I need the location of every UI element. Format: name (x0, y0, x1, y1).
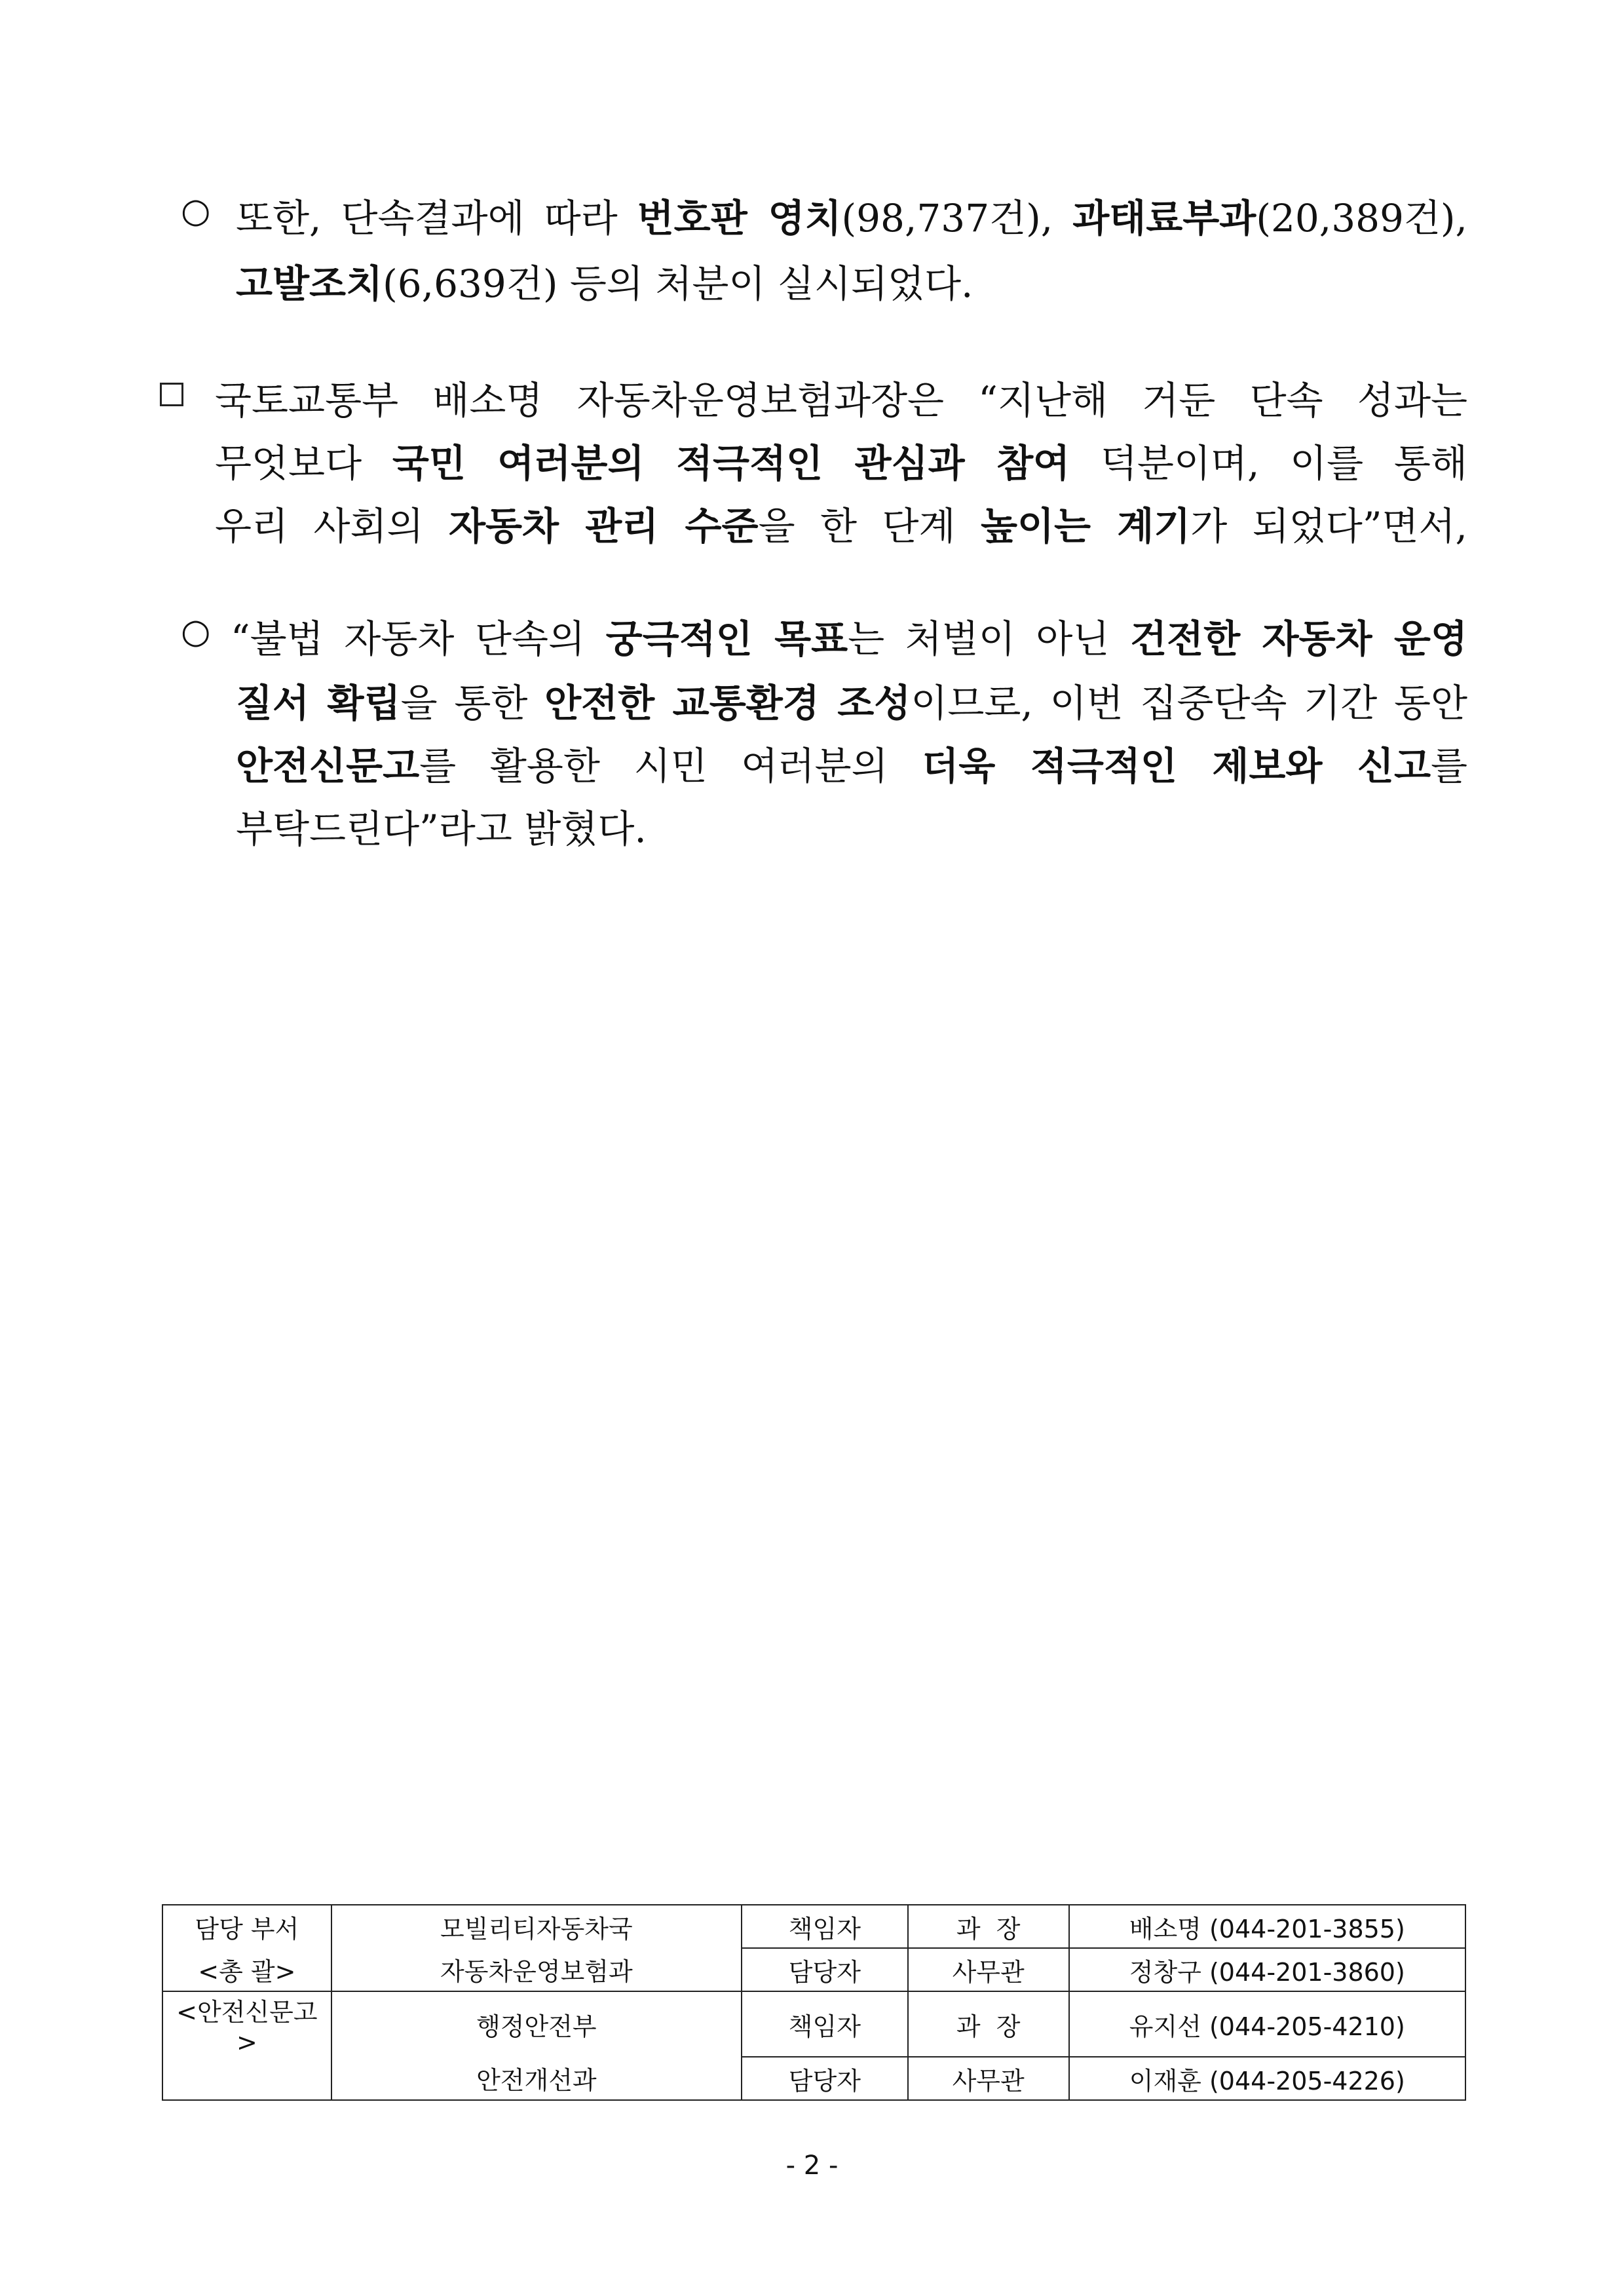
paragraph-3-line-4: 부탁드린다”라고 밝혔다. (236, 807, 647, 851)
org-name: 안전개선과 (331, 2057, 742, 2100)
dept-label: <총 괄> (162, 1948, 331, 1991)
role: 책임자 (742, 1905, 908, 1948)
person-contact: 유지선 (044-205-4210) (1069, 1991, 1465, 2057)
title: 과 장 (908, 1991, 1069, 2057)
role: 책임자 (742, 1991, 908, 2057)
paragraph-3-line-1: “불법 자동차 단속의 궁극적인 목표는 처벌이 아닌 건전한 자동차 운영 (231, 617, 1467, 661)
paragraph-1-line-2: 고발조치(6,639건) 등의 처분이 실시되었다. (236, 261, 973, 306)
paragraph-1-line-1: 또한, 단속결과에 따라 번호판 영치(98,737건), 과태료부과(20,389건), (236, 196, 1467, 240)
paragraph-2-line-3: 우리 사회의 자동차 관리 수준을 한 단계 높이는 계기가 되었다”면서, (215, 504, 1467, 548)
table-row (162, 1991, 1465, 2057)
paragraph-2-line-1: 국토교통부 배소명 자동차운영보험과장은 “지난해 거둔 단속 성과는 (215, 378, 1467, 423)
role: 담당자 (742, 2057, 908, 2100)
circle-bullet: ○ (181, 191, 211, 231)
role: 담당자 (742, 1948, 908, 1991)
dept-label (162, 2057, 331, 2100)
org-name: 행정안전부 (331, 1991, 742, 2057)
person-contact: 정창구 (044-201-3860) (1069, 1948, 1465, 1991)
dept-label: 담당 부서 (162, 1905, 331, 1948)
circle-bullet: ○ (181, 612, 211, 651)
square-bullet-icon (160, 383, 183, 406)
table-row (162, 1905, 1465, 1948)
contact-table (162, 1904, 1466, 2101)
paragraph-2-line-2: 무엇보다 국민 여러분의 적극적인 관심과 참여 덕분이며, 이를 통해 (215, 441, 1467, 486)
org-name: 모빌리티자동차국 (331, 1905, 742, 1948)
table-row (162, 2057, 1465, 2100)
person-contact: 배소명 (044-201-3855) (1069, 1905, 1465, 1948)
page-number: - 2 - (785, 2151, 839, 2181)
org-name: 자동차운영보험과 (331, 1948, 742, 1991)
paragraph-3-line-3: 안전신문고를 활용한 시민 여러분의 더욱 적극적인 제보와 신고를 (236, 744, 1467, 788)
title: 사무관 (908, 1948, 1069, 1991)
title: 사무관 (908, 2057, 1069, 2100)
paragraph-3-line-2: 질서 확립을 통한 안전한 교통환경 조성이므로, 이번 집중단속 기간 동안 (236, 681, 1467, 725)
table-row (162, 1948, 1465, 1991)
dept-label: <안전신문고> (162, 1991, 331, 2057)
person-contact: 이재훈 (044-205-4226) (1069, 2057, 1465, 2100)
title: 과 장 (908, 1905, 1069, 1948)
